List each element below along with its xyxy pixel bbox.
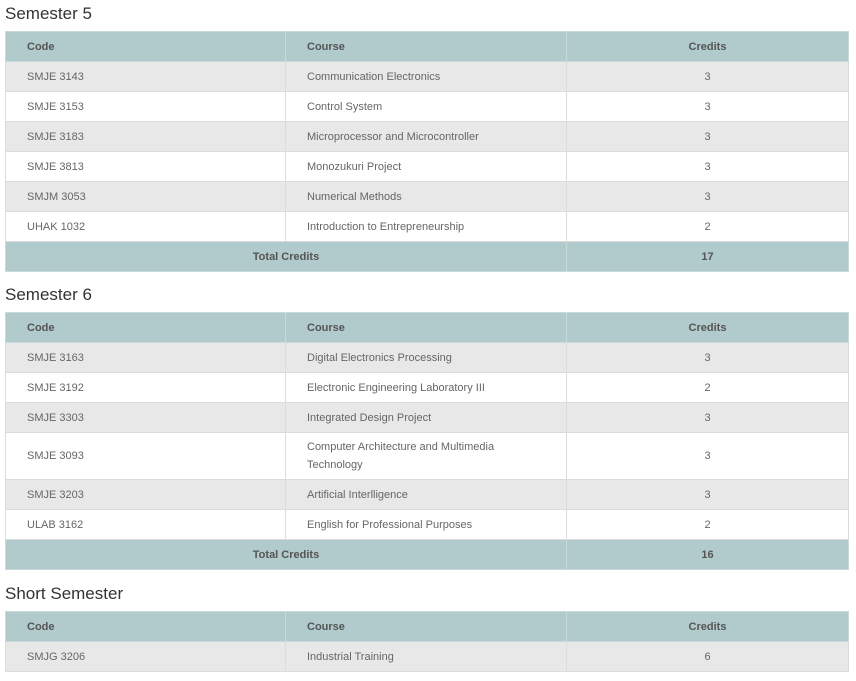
course-name: Monozukuri Project	[286, 152, 567, 182]
course-name: Industrial Training	[286, 642, 567, 672]
table-row	[6, 92, 849, 122]
semester-5-table	[5, 31, 849, 272]
course-name: Communication Electronics	[286, 62, 567, 92]
table-row	[6, 480, 849, 510]
table-row	[6, 510, 849, 540]
course-column-header: Course	[286, 612, 567, 642]
semester-6-table	[5, 312, 849, 570]
course-code: SMJG 3206	[6, 642, 286, 672]
course-credits: 2	[567, 510, 849, 540]
course-credits: 3	[567, 433, 849, 480]
table-row	[6, 152, 849, 182]
course-name: Control System	[286, 92, 567, 122]
course-credits: 3	[567, 343, 849, 373]
course-code: SMJE 3203	[6, 480, 286, 510]
table-row	[6, 343, 849, 373]
course-code: SMJM 3053	[6, 182, 286, 212]
course-code: ULAB 3162	[6, 510, 286, 540]
short-semester-title: Short Semester	[5, 584, 124, 603]
table-header-row	[6, 612, 849, 642]
code-column-header: Code	[6, 313, 286, 343]
course-credits: 3	[567, 92, 849, 122]
total-credits-value: 16	[567, 540, 849, 570]
total-credits-label: Total Credits	[6, 540, 567, 570]
course-credits: 3	[567, 152, 849, 182]
course-credits: 6	[567, 642, 849, 672]
course-column-header: Course	[286, 32, 567, 62]
course-credits: 2	[567, 373, 849, 403]
course-credits: 3	[567, 403, 849, 433]
table-header-row	[6, 313, 849, 343]
semester-6-title: Semester 6	[5, 285, 92, 304]
total-credits-label: Total Credits	[6, 242, 567, 272]
code-column-header: Code	[6, 612, 286, 642]
table-row	[6, 642, 849, 672]
course-name: Microprocessor and Microcontroller	[286, 122, 567, 152]
semester-5-title: Semester 5	[5, 4, 92, 23]
course-credits: 3	[567, 122, 849, 152]
course-name: English for Professional Purposes	[286, 510, 567, 540]
credits-column-header: Credits	[567, 32, 849, 62]
course-name: Integrated Design Project	[286, 403, 567, 433]
table-header-row	[6, 32, 849, 62]
course-name: Introduction to Entrepreneurship	[286, 212, 567, 242]
table-row	[6, 182, 849, 212]
table-row	[6, 62, 849, 92]
table-row	[6, 373, 849, 403]
course-code: SMJE 3813	[6, 152, 286, 182]
credits-column-header: Credits	[567, 313, 849, 343]
table-row	[6, 122, 849, 152]
total-credits-row	[6, 242, 849, 272]
course-credits: 2	[567, 212, 849, 242]
short-semester-table	[5, 611, 849, 672]
course-credits: 3	[567, 182, 849, 212]
course-code: SMJE 3163	[6, 343, 286, 373]
course-name: Digital Electronics Processing	[286, 343, 567, 373]
course-credits: 3	[567, 62, 849, 92]
course-code: SMJE 3093	[6, 433, 286, 480]
code-column-header: Code	[6, 32, 286, 62]
total-credits-value: 17	[567, 242, 849, 272]
course-code: SMJE 3153	[6, 92, 286, 122]
course-column-header: Course	[286, 313, 567, 343]
course-name: Artificial Interlligence	[286, 480, 567, 510]
course-credits: 3	[567, 480, 849, 510]
course-name: Computer Architecture and Multimedia Technology	[286, 433, 567, 480]
course-code: SMJE 3183	[6, 122, 286, 152]
total-credits-row	[6, 540, 849, 570]
course-code: SMJE 3143	[6, 62, 286, 92]
course-code: SMJE 3303	[6, 403, 286, 433]
table-row	[6, 433, 849, 480]
course-name: Numerical Methods	[286, 182, 567, 212]
course-name: Electronic Engineering Laboratory III	[286, 373, 567, 403]
table-row	[6, 212, 849, 242]
credits-column-header: Credits	[567, 612, 849, 642]
course-code: SMJE 3192	[6, 373, 286, 403]
table-row	[6, 403, 849, 433]
course-code: UHAK 1032	[6, 212, 286, 242]
